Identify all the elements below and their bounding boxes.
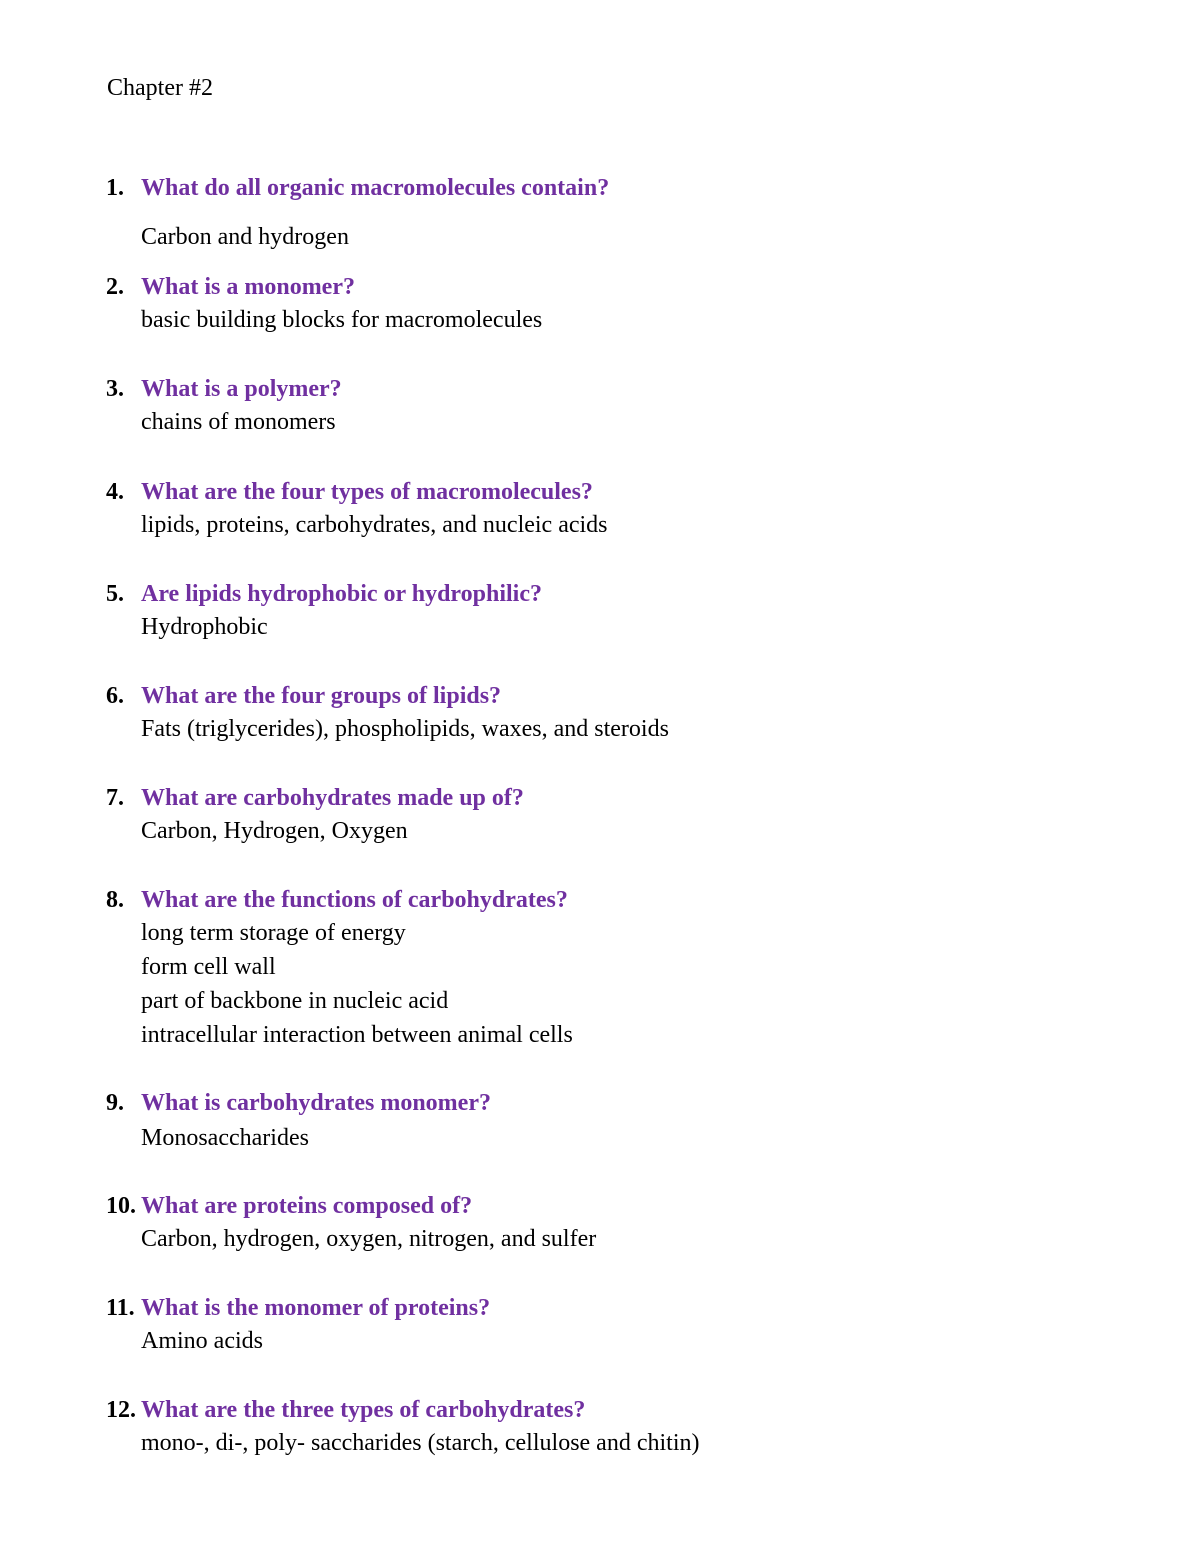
answer-line: part of backbone in nucleic acid — [141, 988, 449, 1014]
question-number: 6. — [106, 683, 124, 709]
chapter-title: Chapter #2 — [107, 75, 213, 101]
answer-line: mono-, di-, poly- saccharides (starch, cellulose and chitin) — [141, 1430, 700, 1456]
answer-list — [141, 610, 268, 644]
question-text: What are the functions of carbohydrates? — [141, 887, 568, 913]
answer-list — [141, 303, 542, 337]
question-text: What are the three types of carbohydrates? — [141, 1397, 586, 1423]
answer-list — [141, 712, 669, 746]
answer-line: Fats (triglycerides), phospholipids, waxes, and steroids — [141, 716, 669, 742]
answer-list — [141, 405, 336, 439]
answer-line: intracellular interaction between animal cells — [141, 1022, 573, 1048]
answer-list — [141, 1222, 596, 1256]
question-number: 9. — [106, 1090, 124, 1116]
question-number: 8. — [106, 887, 124, 913]
answer-line: long term storage of energy — [141, 920, 406, 946]
question-text: What do all organic macromolecules contain? — [141, 175, 610, 201]
answer-line: chains of monomers — [141, 409, 336, 435]
question-text: What are carbohydrates made up of? — [141, 785, 524, 811]
question-text: What are proteins composed of? — [141, 1193, 473, 1219]
answer-line: basic building blocks for macromolecules — [141, 307, 543, 333]
answer-line: Carbon and hydrogen — [141, 224, 349, 250]
question-text: What are the four groups of lipids? — [141, 683, 502, 709]
answer-list — [141, 508, 608, 542]
question-number: 11. — [106, 1295, 135, 1321]
question-text: What is a polymer? — [141, 376, 342, 402]
answer-line: Monosaccharides — [141, 1125, 309, 1151]
question-number: 2. — [106, 274, 124, 300]
answer-line: Carbon, hydrogen, oxygen, nitrogen, and sulfer — [141, 1226, 597, 1252]
answer-list — [141, 1426, 699, 1460]
question-number: 7. — [106, 785, 124, 811]
question-number: 10. — [106, 1193, 136, 1219]
answer-list — [141, 1324, 263, 1358]
question-text: What are the four types of macromolecules? — [141, 479, 593, 505]
answer-list — [141, 916, 573, 1052]
question-text: Are lipids hydrophobic or hydrophilic? — [141, 581, 543, 607]
question-number: 1. — [106, 175, 124, 201]
answer-list — [141, 220, 349, 254]
question-number: 4. — [106, 479, 124, 505]
question-number: 3. — [106, 376, 124, 402]
answer-list — [141, 1121, 309, 1155]
answer-line: form cell wall — [141, 954, 276, 980]
question-number: 12. — [106, 1397, 136, 1423]
answer-line: lipids, proteins, carbohydrates, and nucleic acids — [141, 512, 608, 538]
question-number: 5. — [106, 581, 124, 607]
answer-line: Amino acids — [141, 1328, 263, 1354]
question-text: What is a monomer? — [141, 274, 355, 300]
question-text: What is carbohydrates monomer? — [141, 1090, 491, 1116]
answer-line: Hydrophobic — [141, 614, 268, 640]
answer-line: Carbon, Hydrogen, Oxygen — [141, 818, 408, 844]
answer-list — [141, 814, 408, 848]
question-text: What is the monomer of proteins? — [141, 1295, 491, 1321]
